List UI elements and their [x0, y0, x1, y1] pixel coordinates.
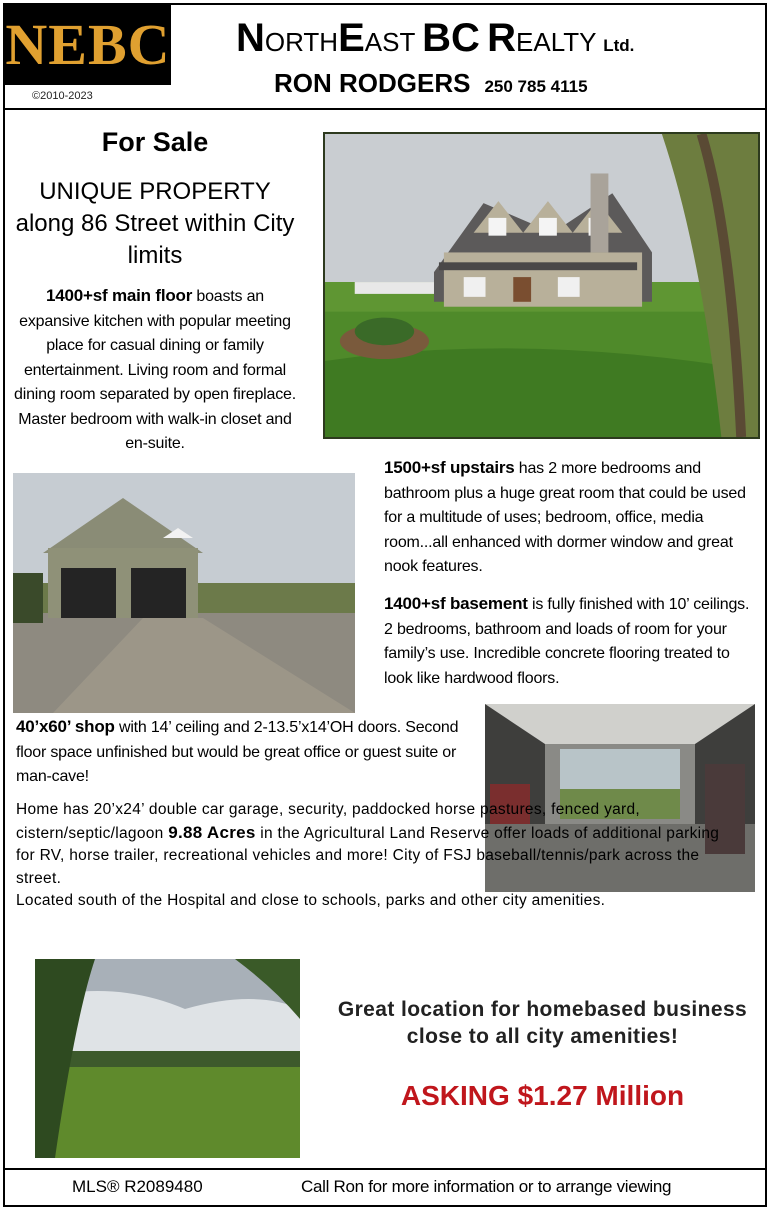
property-headline: UNIQUE PROPERTY along 86 Street within City limits	[15, 178, 295, 269]
logo-text: NEBC	[5, 12, 171, 77]
header-divider	[3, 108, 767, 110]
main-floor-description: 1400+sf main floor boasts an expansive kitchen with popular meeting place for casual dining or family entertainment. Living room and formal dining room separated by open fireplace. Master bedroom with walk-in closet and en-suite.	[14, 286, 296, 452]
home-description: Home has 20’x24’ double car garage, security, paddocked horse pastures, fenced yard, cistern/septic/lagoon 9.88 Acres in the Agricultural Land Reserve offer loads of additional parking for RV, horse trailer, recreational vehicles and more! City of FSJ baseball/tennis/park across the street. Located south of the Hospital and close to schools, parks and other city amenities.	[16, 801, 720, 909]
nebc-logo	[5, 5, 171, 85]
company-name: NORTHEAST BC REALTY Ltd.	[236, 16, 635, 60]
house-photo	[323, 132, 760, 439]
agent-line	[274, 70, 588, 96]
shop-photo	[13, 473, 355, 713]
field-photo	[35, 959, 300, 1158]
footer-divider	[3, 1168, 767, 1170]
agent-phone: 250 785 4115	[484, 77, 588, 96]
mls-number: MLS® R2089480	[72, 1177, 203, 1196]
great-location-tagline: Great location for homebased business close to all city amenities!	[337, 998, 748, 1048]
call-to-action: Call Ron for more information or to arrange viewing	[301, 1177, 672, 1196]
copyright: ©2010-2023	[32, 90, 93, 102]
shop-description: 40’x60’ shop with 14’ ceiling and 2-13.5’x14’OH doors. Second floor space unfinished but would be great office or guest suite or man-cave!	[16, 717, 459, 785]
agent-name: RON RODGERS	[274, 68, 471, 98]
asking-price: ASKING $1.27 Million	[400, 1080, 685, 1111]
for-sale-heading: For Sale	[101, 127, 209, 157]
basement-description: 1400+sf basement is fully finished with 10’ ceilings. 2 bedrooms, bathroom and loads of room for your family’s use. Incredible concrete flooring treated to look like hardwood floors.	[384, 594, 750, 687]
upstairs-description: 1500+sf upstairs has 2 more bedrooms and bathroom plus a huge great room that could be used for a multitude of uses; bedroom, office, media room...all enhanced with dormer window and great nook features.	[384, 458, 746, 575]
